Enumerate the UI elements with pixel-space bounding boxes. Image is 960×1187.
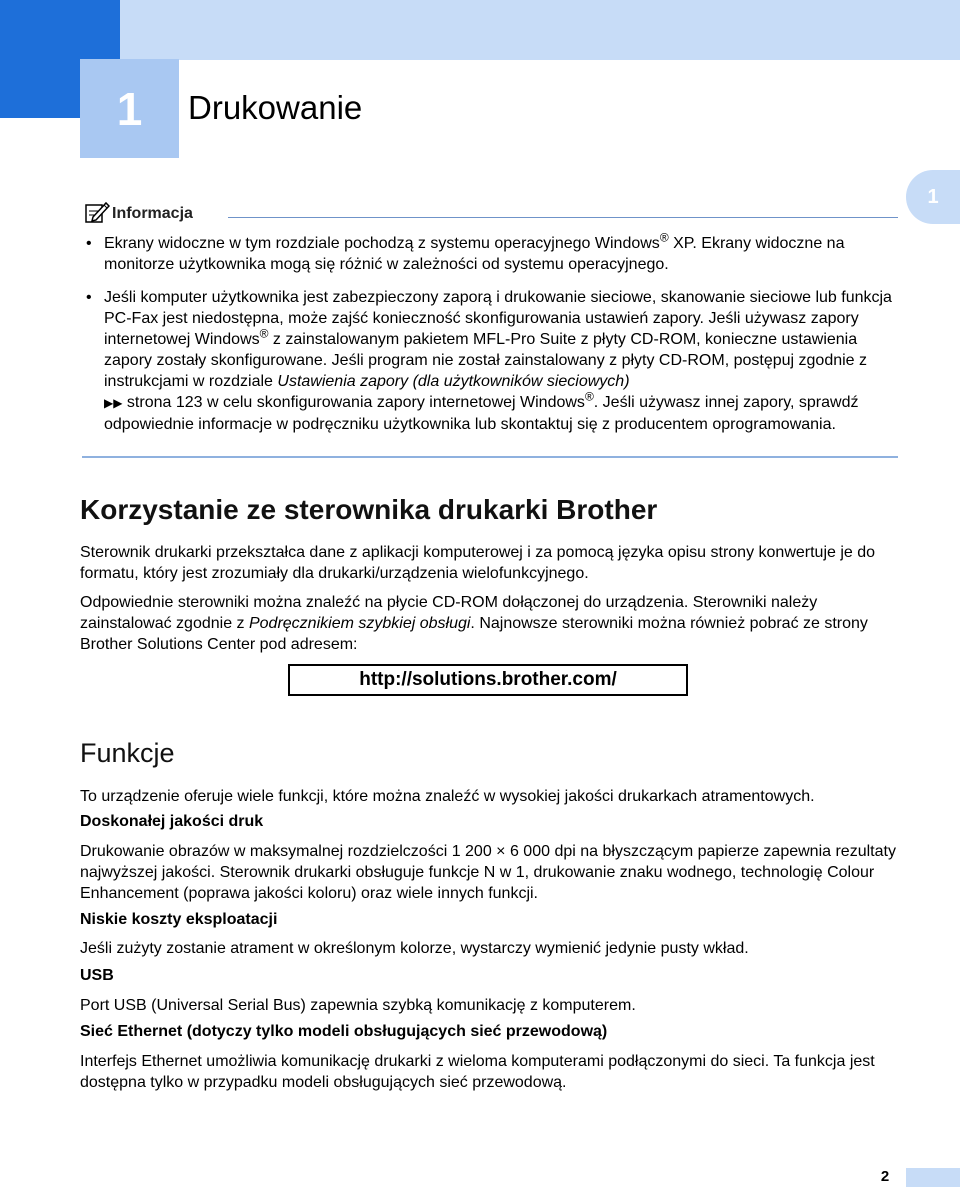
note-pencil-icon [84,200,110,224]
chapter-number-box [80,59,179,158]
feature-text: Jeśli zużyty zostanie atrament w określonym kolorze, wystarczy wymienić jedynie pusty wkład. [80,940,749,957]
footer-tab [906,1168,960,1187]
note-bullet-text: XP. Ekrany widoczne na monitorze użytkownika mogą się różnić w zależności od systemu operacyjnego. [104,235,845,273]
url-link[interactable]: http://solutions.brother.com/ [359,669,617,690]
note-bullet [84,287,902,435]
feature-title: Niskie koszty eksploatacji [80,911,278,928]
section-heading-driver: Korzystanie ze sterownika drukarki Brother [80,494,658,525]
note-bullet-text: Ekrany widoczne w tym rozdziale pochodzą z systemu operacyjnego Windows [104,235,660,252]
note-bullet-text: z zainstalowanym pakietem MFL-Pro Suite z płyty CD-ROM, konieczne ustawienia zapory zostały skonfigurowane. Jeśli program nie został zainstalowany z płyty CD-ROM, postępuj zgodnie z instrukcjami w rozdziale [104,331,868,390]
note-bullet-text: . Jeśli używasz innej zapory, sprawdź odpowiednie informacje w podręczniku użytkownika lub skontaktuj się z producentem oprogramowania. [104,394,859,433]
registered-mark: ® [584,389,594,404]
registered-mark: ® [659,230,669,245]
guide-reference: Podręcznikiem szybkiej obsługi [248,615,471,632]
note-bullet-text: Jeśli komputer użytkownika jest zabezpieczony zaporą i drukowanie sieciowe, skanowanie sieciowe lub funkcja PC-Fax jest niedostępna, może zajść konieczność skonfigurowania ustawień zapory. Jeśli używasz zapory internetowej Windows [104,289,892,348]
feature-text: Port USB (Universal Serial Bus) zapewnia szybką komunikację z komputerem. [80,997,636,1014]
paragraph: Sterownik drukarki przekształca dane z aplikacji komputerowej i za pomocą języka opisu strony konwertuje je do formatu, który jest zrozumiały dla drukarki/urządzenia wielofunkcyjnego. [80,544,876,582]
cross-reference-link[interactable]: Ustawienia zapory (dla użytkowników sieciowych) [277,373,630,390]
note-bullet [84,230,902,275]
chapter-title: Drukowanie [188,89,363,126]
feature-title: USB [80,967,114,984]
feature-title: Sieć Ethernet (dotyczy tylko modeli obsługujących sieć przewodową) [80,1023,608,1040]
note-bullet-text: strona 123 w celu skonfigurowania zapory internetowej Windows [122,394,585,411]
page-number: 2 [880,1168,890,1185]
chapter-side-tab [906,170,960,224]
paragraph: To urządzenie oferuje wiele funkcji, które można znaleźć w wysokiej jakości drukarkach atramentowych. [80,788,815,805]
feature-text: Interfejs Ethernet umożliwia komunikację drukarki z wieloma komputerami podłączonymi do sieci. Ta funkcja jest dostępna tylko w przypadku modeli obsługujących sieć przewodową. [80,1053,875,1091]
chapter-number: 1 [116,82,143,135]
section-heading-features: Funkcje [80,738,175,768]
note-bottom-rule [82,456,898,458]
url-link-box[interactable] [288,664,688,696]
paragraph-text: . Najnowsze sterowniki można również pobrać ze strony Brother Solutions Center pod adresem: [80,615,868,653]
feature-title: Doskonałej jakości druk [80,813,264,830]
note-rule [228,217,898,218]
paragraph [80,592,902,655]
chapter-side-tab-label: 1 [927,185,939,208]
paragraph-text: Odpowiednie sterowniki można znaleźć na płycie CD-ROM dołączonej do urządzenia. Sterowniki należy zainstalować zgodnie z [80,594,818,632]
note-header [82,198,898,224]
note-label: Informacja [112,205,193,222]
header-band-light [120,0,960,60]
registered-mark: ® [259,326,269,341]
feature-text: Drukowanie obrazów w maksymalnej rozdzielczości 1 200 × 6 000 dpi na błyszczącym papierze zapewnia rezultaty najwyższej jakości. Sterownik drukarki obsługuje funkcje N w 1, drukowanie znaku wodnego, technologię Colour Enhancement (poprawa jakości koloru) oraz wiele innych funkcji. [80,843,896,902]
note-bullets [84,230,902,447]
double-arrow-icon: ▶▶ [104,396,123,410]
